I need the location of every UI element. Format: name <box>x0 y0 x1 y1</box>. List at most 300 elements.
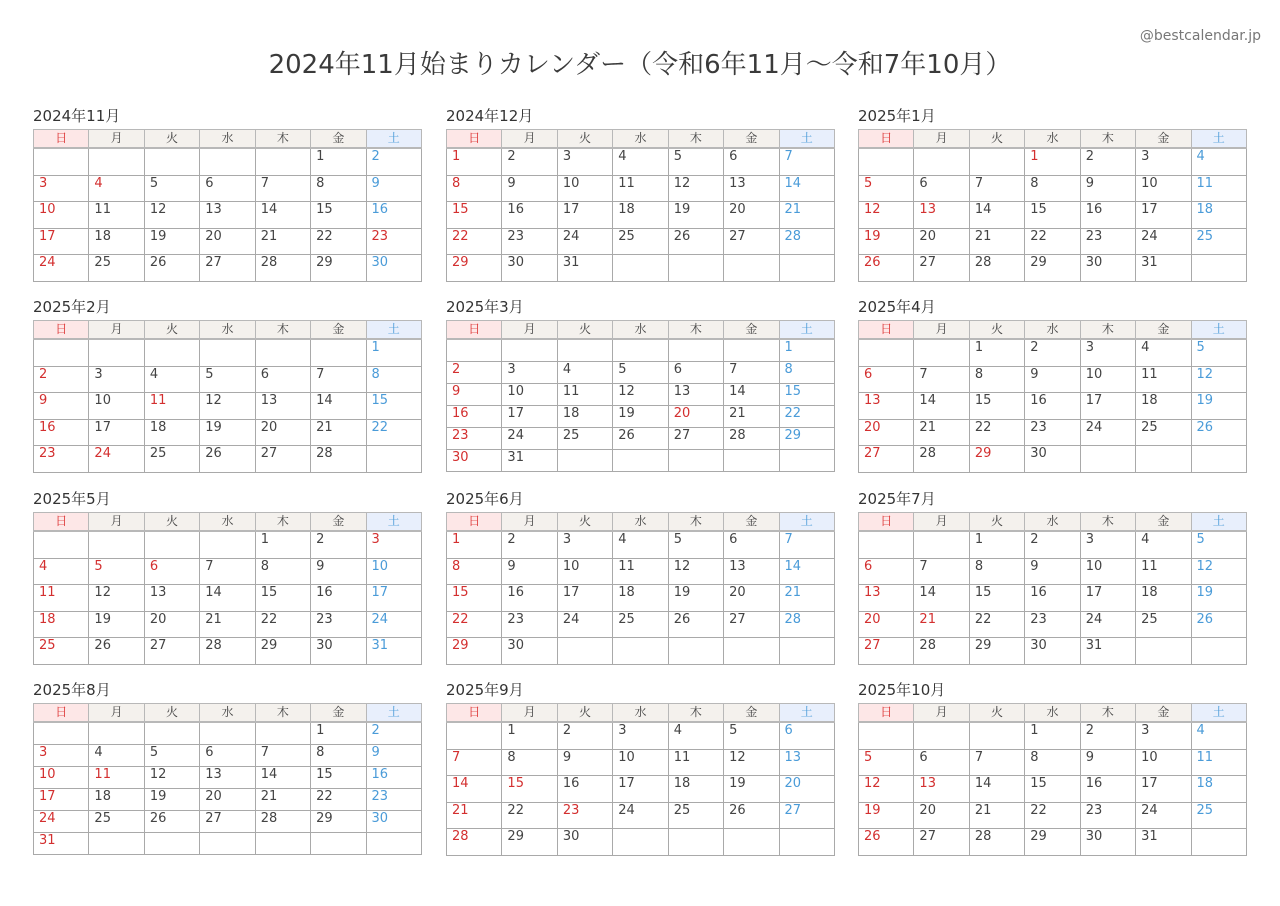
day-cell: 2 <box>1080 148 1135 175</box>
day-cell: 8 <box>969 558 1024 585</box>
day-cell: 23 <box>502 611 557 638</box>
day-cell: 21 <box>447 802 502 829</box>
day-cell: 6 <box>255 366 310 393</box>
day-cell: 5 <box>668 148 723 175</box>
week-row <box>859 366 1247 393</box>
day-cell: 6 <box>724 148 779 175</box>
day-cell: 27 <box>200 255 255 282</box>
day-cell: 1 <box>969 531 1024 558</box>
week-row <box>447 558 835 585</box>
week-row <box>34 789 422 811</box>
day-cell: 7 <box>914 366 969 393</box>
weekday-header: 金 <box>1136 321 1191 340</box>
site-credit: @bestcalendar.jp <box>1139 28 1261 44</box>
day-cell: 25 <box>613 228 668 255</box>
day-cell: 9 <box>1025 558 1080 585</box>
week-row <box>859 638 1247 665</box>
week-row <box>859 339 1247 366</box>
week-row <box>859 446 1247 473</box>
empty-cell <box>255 722 310 745</box>
day-cell: 3 <box>1080 531 1135 558</box>
day-cell: 30 <box>311 638 366 665</box>
week-row <box>859 585 1247 612</box>
week-row <box>34 585 422 612</box>
day-cell: 11 <box>34 585 89 612</box>
day-cell: 11 <box>1136 558 1191 585</box>
day-cell: 26 <box>89 638 144 665</box>
month-title: 2024年11月 <box>33 107 121 125</box>
day-cell: 7 <box>779 148 834 175</box>
week-row <box>859 749 1247 776</box>
day-cell: 24 <box>34 255 89 282</box>
day-cell: 2 <box>366 722 421 745</box>
empty-cell <box>34 339 89 366</box>
day-cell: 8 <box>255 558 310 585</box>
empty-cell <box>89 833 144 855</box>
day-cell: 30 <box>1025 446 1080 473</box>
day-cell: 18 <box>1191 202 1246 229</box>
month-title: 2025年9月 <box>446 681 524 699</box>
day-cell: 10 <box>557 558 612 585</box>
day-cell: 2 <box>447 362 502 384</box>
day-cell: 5 <box>1191 531 1246 558</box>
day-cell: 16 <box>502 202 557 229</box>
day-cell: 27 <box>914 255 969 282</box>
day-cell: 17 <box>1080 393 1135 420</box>
weekday-header: 火 <box>144 130 199 149</box>
weekday-header: 金 <box>724 321 779 340</box>
day-cell: 2 <box>311 531 366 558</box>
weekday-header: 日 <box>447 130 502 149</box>
week-row <box>447 829 835 856</box>
month-table <box>858 512 1247 665</box>
month-calendar <box>446 681 835 856</box>
weekday-header: 水 <box>613 321 668 340</box>
day-cell: 5 <box>144 175 199 202</box>
day-cell: 25 <box>668 802 723 829</box>
day-cell: 19 <box>613 406 668 428</box>
day-cell: 24 <box>1080 611 1135 638</box>
day-cell: 25 <box>1191 228 1246 255</box>
month-table <box>446 512 835 665</box>
empty-cell <box>1191 638 1246 665</box>
day-cell: 26 <box>200 446 255 473</box>
empty-cell <box>668 339 723 362</box>
week-row <box>447 255 835 282</box>
day-cell: 20 <box>779 776 834 803</box>
weekday-header: 水 <box>200 704 255 723</box>
day-cell: 22 <box>311 789 366 811</box>
day-cell: 19 <box>89 611 144 638</box>
empty-cell <box>1191 255 1246 282</box>
day-cell: 22 <box>255 611 310 638</box>
day-cell: 23 <box>1080 802 1135 829</box>
day-cell: 10 <box>1080 558 1135 585</box>
day-cell: 21 <box>914 419 969 446</box>
empty-cell <box>89 339 144 366</box>
day-cell: 21 <box>779 202 834 229</box>
weekday-header: 日 <box>859 321 914 340</box>
day-cell: 27 <box>668 428 723 450</box>
day-cell: 13 <box>255 393 310 420</box>
week-row <box>859 611 1247 638</box>
day-cell: 17 <box>366 585 421 612</box>
day-cell: 9 <box>34 393 89 420</box>
day-cell: 1 <box>1025 722 1080 749</box>
day-cell: 2 <box>502 531 557 558</box>
day-cell: 24 <box>613 802 668 829</box>
day-cell: 15 <box>311 202 366 229</box>
month-title: 2025年7月 <box>858 490 936 508</box>
weekday-header: 金 <box>311 704 366 723</box>
day-cell: 29 <box>311 811 366 833</box>
day-cell: 21 <box>779 585 834 612</box>
day-cell: 14 <box>255 202 310 229</box>
day-cell: 24 <box>366 611 421 638</box>
week-row <box>859 829 1247 856</box>
day-cell: 24 <box>502 428 557 450</box>
day-cell: 9 <box>447 384 502 406</box>
day-cell: 20 <box>914 228 969 255</box>
page-title: 2024年11月始まりカレンダー（令和6年11月〜令和7年10月） <box>268 50 1012 80</box>
empty-cell <box>969 722 1024 749</box>
day-cell: 5 <box>668 531 723 558</box>
day-cell: 17 <box>34 228 89 255</box>
day-cell: 8 <box>779 362 834 384</box>
day-cell: 14 <box>779 175 834 202</box>
day-cell: 19 <box>859 228 914 255</box>
empty-cell <box>366 446 421 473</box>
weekday-header: 金 <box>311 513 366 532</box>
week-row <box>34 767 422 789</box>
day-cell: 24 <box>1136 228 1191 255</box>
day-cell: 1 <box>1025 148 1080 175</box>
day-cell: 30 <box>1025 638 1080 665</box>
weekday-header: 火 <box>557 513 612 532</box>
day-cell: 13 <box>914 776 969 803</box>
day-cell: 7 <box>724 362 779 384</box>
month-title: 2025年3月 <box>446 298 524 316</box>
weekday-header: 金 <box>311 321 366 340</box>
day-cell: 17 <box>1080 585 1135 612</box>
day-cell: 4 <box>34 558 89 585</box>
week-row <box>859 558 1247 585</box>
weekday-header: 木 <box>255 321 310 340</box>
day-cell: 2 <box>34 366 89 393</box>
week-row <box>859 531 1247 558</box>
day-cell: 20 <box>914 802 969 829</box>
empty-cell <box>144 531 199 558</box>
day-cell: 17 <box>613 776 668 803</box>
month-table <box>446 703 835 856</box>
day-cell: 6 <box>144 558 199 585</box>
week-row <box>859 802 1247 829</box>
weekday-header: 水 <box>1025 704 1080 723</box>
week-row <box>859 228 1247 255</box>
day-cell: 25 <box>144 446 199 473</box>
day-cell: 14 <box>724 384 779 406</box>
day-cell: 4 <box>89 175 144 202</box>
week-row <box>34 531 422 558</box>
day-cell: 3 <box>1080 339 1135 366</box>
day-cell: 20 <box>724 202 779 229</box>
weekday-header: 木 <box>668 704 723 723</box>
week-row <box>447 722 835 749</box>
day-cell: 19 <box>1191 393 1246 420</box>
weekday-header: 木 <box>668 513 723 532</box>
day-cell: 15 <box>1025 776 1080 803</box>
day-cell: 9 <box>502 558 557 585</box>
day-cell: 12 <box>144 202 199 229</box>
day-cell: 14 <box>969 776 1024 803</box>
weekday-header: 水 <box>613 513 668 532</box>
weekday-header: 月 <box>502 704 557 723</box>
weekday-header: 月 <box>502 513 557 532</box>
day-cell: 31 <box>366 638 421 665</box>
day-cell: 28 <box>969 829 1024 856</box>
day-cell: 28 <box>255 811 310 833</box>
empty-cell <box>914 722 969 749</box>
weekday-header: 土 <box>366 513 421 532</box>
empty-cell <box>969 148 1024 175</box>
day-cell: 8 <box>311 175 366 202</box>
weekday-header: 水 <box>1025 130 1080 149</box>
day-cell: 4 <box>1191 148 1246 175</box>
day-cell: 29 <box>969 638 1024 665</box>
empty-cell <box>613 255 668 282</box>
day-cell: 16 <box>557 776 612 803</box>
day-cell: 6 <box>859 558 914 585</box>
day-cell: 28 <box>447 829 502 856</box>
day-cell: 16 <box>1080 202 1135 229</box>
weekday-header: 日 <box>34 130 89 149</box>
week-row <box>34 366 422 393</box>
day-cell: 9 <box>311 558 366 585</box>
day-cell: 8 <box>969 366 1024 393</box>
empty-cell <box>1191 829 1246 856</box>
empty-cell <box>255 148 310 175</box>
day-cell: 3 <box>613 722 668 749</box>
day-cell: 11 <box>1191 749 1246 776</box>
day-cell: 30 <box>366 811 421 833</box>
empty-cell <box>914 148 969 175</box>
day-cell: 20 <box>144 611 199 638</box>
day-cell: 18 <box>89 228 144 255</box>
month-table <box>33 129 422 282</box>
day-cell: 8 <box>366 366 421 393</box>
weekday-header: 土 <box>1191 704 1246 723</box>
day-cell: 9 <box>1080 175 1135 202</box>
day-cell: 1 <box>447 531 502 558</box>
day-cell: 18 <box>613 585 668 612</box>
day-cell: 26 <box>613 428 668 450</box>
day-cell: 20 <box>200 789 255 811</box>
day-cell: 1 <box>779 339 834 362</box>
day-cell: 12 <box>724 749 779 776</box>
weekday-header: 月 <box>914 321 969 340</box>
day-cell: 10 <box>1136 749 1191 776</box>
day-cell: 13 <box>859 393 914 420</box>
weekday-header: 土 <box>1191 513 1246 532</box>
day-cell: 27 <box>724 611 779 638</box>
empty-cell <box>1191 446 1246 473</box>
day-cell: 19 <box>144 789 199 811</box>
day-cell: 24 <box>34 811 89 833</box>
day-cell: 17 <box>502 406 557 428</box>
empty-cell <box>613 339 668 362</box>
day-cell: 17 <box>557 585 612 612</box>
day-cell: 14 <box>914 393 969 420</box>
day-cell: 6 <box>914 175 969 202</box>
day-cell: 22 <box>969 611 1024 638</box>
weekday-header: 土 <box>779 130 834 149</box>
day-cell: 25 <box>557 428 612 450</box>
day-cell: 5 <box>859 175 914 202</box>
day-cell: 16 <box>34 419 89 446</box>
weekday-header: 土 <box>779 513 834 532</box>
day-cell: 27 <box>724 228 779 255</box>
day-cell: 29 <box>447 255 502 282</box>
empty-cell <box>200 833 255 855</box>
day-cell: 28 <box>255 255 310 282</box>
weekday-header: 月 <box>914 513 969 532</box>
day-cell: 23 <box>1025 611 1080 638</box>
weekday-header: 水 <box>1025 321 1080 340</box>
empty-cell <box>557 450 612 472</box>
day-cell: 11 <box>613 558 668 585</box>
day-cell: 1 <box>366 339 421 366</box>
day-cell: 12 <box>200 393 255 420</box>
day-cell: 14 <box>914 585 969 612</box>
empty-cell <box>1136 446 1191 473</box>
day-cell: 1 <box>969 339 1024 366</box>
day-cell: 1 <box>502 722 557 749</box>
weekday-header: 日 <box>34 704 89 723</box>
month-table <box>446 320 835 472</box>
empty-cell <box>34 531 89 558</box>
month-title: 2025年10月 <box>858 681 946 699</box>
day-cell: 4 <box>1136 531 1191 558</box>
empty-cell <box>144 148 199 175</box>
weekday-header: 月 <box>502 130 557 149</box>
day-cell: 25 <box>34 638 89 665</box>
day-cell: 13 <box>200 767 255 789</box>
day-cell: 8 <box>1025 749 1080 776</box>
week-row <box>34 202 422 229</box>
week-row <box>859 175 1247 202</box>
weekday-header: 水 <box>200 321 255 340</box>
month-table <box>33 320 422 473</box>
day-cell: 22 <box>447 611 502 638</box>
day-cell: 6 <box>668 362 723 384</box>
day-cell: 13 <box>914 202 969 229</box>
empty-cell <box>859 339 914 366</box>
weekday-header: 土 <box>366 130 421 149</box>
day-cell: 15 <box>447 585 502 612</box>
weekday-header: 金 <box>311 130 366 149</box>
day-cell: 22 <box>311 228 366 255</box>
day-cell: 18 <box>89 789 144 811</box>
empty-cell <box>1136 638 1191 665</box>
day-cell: 30 <box>502 638 557 665</box>
weekday-header: 金 <box>1136 704 1191 723</box>
month-calendar <box>858 681 1247 856</box>
weekday-header: 木 <box>1080 130 1135 149</box>
day-cell: 23 <box>1080 228 1135 255</box>
day-cell: 18 <box>144 419 199 446</box>
day-cell: 6 <box>859 366 914 393</box>
weekday-header: 土 <box>1191 321 1246 340</box>
weekday-header: 火 <box>557 704 612 723</box>
day-cell: 26 <box>668 611 723 638</box>
day-cell: 22 <box>1025 228 1080 255</box>
weekday-header: 火 <box>969 704 1024 723</box>
weekday-header: 木 <box>1080 704 1135 723</box>
weekday-header: 日 <box>34 513 89 532</box>
empty-cell <box>144 833 199 855</box>
day-cell: 5 <box>613 362 668 384</box>
day-cell: 31 <box>502 450 557 472</box>
weekday-header: 火 <box>144 513 199 532</box>
day-cell: 4 <box>613 148 668 175</box>
weekday-header: 火 <box>969 513 1024 532</box>
day-cell: 16 <box>1025 393 1080 420</box>
week-row <box>447 638 835 665</box>
day-cell: 28 <box>914 638 969 665</box>
empty-cell <box>447 339 502 362</box>
day-cell: 18 <box>613 202 668 229</box>
day-cell: 18 <box>1136 393 1191 420</box>
day-cell: 3 <box>1136 722 1191 749</box>
day-cell: 7 <box>779 531 834 558</box>
empty-cell <box>34 722 89 745</box>
day-cell: 31 <box>34 833 89 855</box>
week-row <box>34 419 422 446</box>
weekday-header: 水 <box>613 704 668 723</box>
weekday-header: 木 <box>1080 321 1135 340</box>
day-cell: 16 <box>502 585 557 612</box>
day-cell: 29 <box>447 638 502 665</box>
day-cell: 25 <box>89 255 144 282</box>
day-cell: 9 <box>1080 749 1135 776</box>
day-cell: 7 <box>969 749 1024 776</box>
weekday-header: 木 <box>1080 513 1135 532</box>
month-calendar <box>858 298 1247 473</box>
weekday-header: 土 <box>779 321 834 340</box>
day-cell: 13 <box>144 585 199 612</box>
day-cell: 18 <box>668 776 723 803</box>
weekday-header: 月 <box>914 704 969 723</box>
empty-cell <box>779 450 834 472</box>
empty-cell <box>200 531 255 558</box>
day-cell: 25 <box>1136 419 1191 446</box>
empty-cell <box>859 148 914 175</box>
day-cell: 28 <box>779 228 834 255</box>
day-cell: 24 <box>89 446 144 473</box>
weekday-header: 水 <box>1025 513 1080 532</box>
empty-cell <box>724 339 779 362</box>
day-cell: 24 <box>557 611 612 638</box>
day-cell: 26 <box>144 811 199 833</box>
day-cell: 26 <box>668 228 723 255</box>
day-cell: 20 <box>859 611 914 638</box>
week-row <box>447 450 835 472</box>
weekday-header: 土 <box>366 321 421 340</box>
day-cell: 10 <box>1080 366 1135 393</box>
empty-cell <box>200 148 255 175</box>
day-cell: 10 <box>557 175 612 202</box>
empty-cell <box>668 829 723 856</box>
